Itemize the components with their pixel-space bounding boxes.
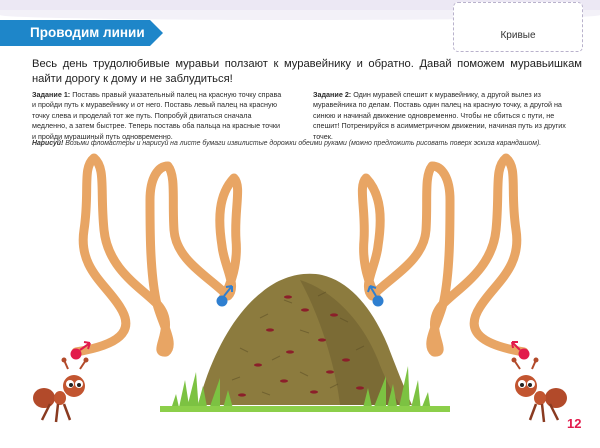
task-2-label: Задание 2: (313, 90, 352, 99)
topic-label: Кривые (500, 30, 536, 41)
ground-line (160, 406, 450, 412)
left-red-dot (71, 349, 82, 360)
left-ant-icon (33, 358, 89, 423)
right-ant-icon (512, 358, 568, 423)
right-blue-dot (373, 296, 384, 307)
right-red-dot (519, 349, 530, 360)
left-winding-path (76, 158, 238, 352)
left-blue-dot (217, 296, 228, 307)
draw-note-text: Возьми фломастеры и нарисуй на листе бумаги извилистые дорожки обеими руками (можно предложить рисовать поверх эскиза карандашом). (63, 140, 542, 147)
draw-note-label: Нарисуй! (32, 140, 64, 147)
task-1-label: Задание 1: (32, 90, 71, 99)
right-winding-path (362, 158, 524, 352)
page-number: 12 (567, 416, 582, 431)
section-title: Проводим линии (30, 25, 145, 40)
intro-paragraph: Весь день трудолюбивые муравьи ползают к муравейнику и обратно. Давай поможем муравьишкам найти дорогу к дому и не заблудиться! (32, 58, 582, 85)
task-1-text: Поставь правый указательный палец на красную точку справа и пройди путь к муравейнику и от него. Поставь левый палец на красную точку слева и проделай тот же путь. Попробуй двигаться сначала медленно, а затем быстрее. Теперь поставь оба пальца на красные точки и пройди мурашиный путь одновременно. (32, 90, 282, 141)
task-2-text: Один муравей спешит к муравейнику, а другой вылез из муравейника по делам. Поставь один палец на красную точку, а другой на синюю и начинай движение одновременно. Чтобы не сбиться с пути, не спешит! Потренируйся в асимметричном движении, начиная путь из других точек. (313, 90, 566, 141)
